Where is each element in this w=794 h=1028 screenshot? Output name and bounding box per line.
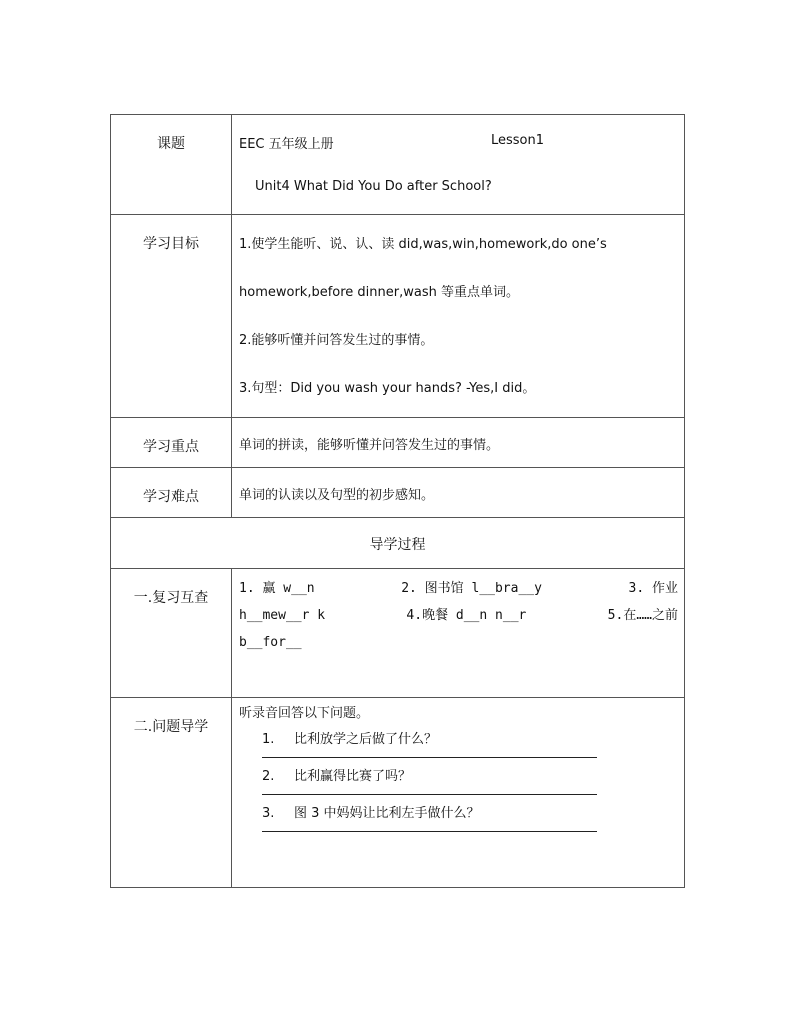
review-item: 1. 赢 w__n: [239, 581, 315, 596]
difficulty-text: 单词的认读以及句型的初步感知。: [239, 488, 435, 503]
focus-row: [111, 418, 685, 468]
goals-label-cell: [111, 215, 232, 418]
review-item: h__mew__r k: [239, 608, 326, 623]
review-row: [111, 569, 685, 698]
goals-content-cell: [232, 215, 685, 418]
question-text: 比利赢得比赛了吗？: [294, 769, 412, 784]
questions-label-cell: [111, 698, 232, 888]
topic-label-cell: [111, 115, 232, 215]
review-item: 2. 图书馆 l__bra__y: [401, 581, 542, 596]
goal-line-1: 1.使学生能听、说、认、读 did,was,win,homework,do one’s: [239, 237, 607, 252]
review-label: 一.复习互查: [133, 590, 209, 606]
review-row-3: [239, 629, 678, 656]
review-row-1: [239, 575, 678, 602]
review-exercise: [232, 569, 684, 656]
review-item: b__for__: [239, 635, 302, 650]
unit-title: Unit4 What Did You Do after School?: [255, 179, 492, 194]
difficulty-row: [111, 468, 685, 518]
goals-label: 学习目标: [143, 236, 199, 252]
process-title: 导学过程: [369, 537, 426, 553]
difficulty-content-cell: [232, 468, 685, 518]
goals-row: [111, 215, 685, 418]
question-number: 2.: [262, 769, 275, 784]
focus-label-cell: [111, 418, 232, 468]
process-title-cell: [111, 518, 685, 569]
difficulty-label-cell: [111, 468, 232, 518]
topic-content-cell: [232, 115, 685, 215]
topic-row: [111, 115, 685, 215]
answer-blank-line[interactable]: [262, 784, 597, 795]
lesson-number: Lesson1: [491, 133, 545, 148]
questions-intro: 听录音回答以下问题。: [239, 706, 370, 721]
answer-blank-line[interactable]: [262, 747, 597, 758]
question-number: 1.: [262, 732, 275, 747]
goal-line-4: 3.句型：Did you wash your hands? -Yes,I did。: [239, 381, 536, 396]
questions-content-cell: [232, 698, 685, 888]
review-label-cell: [111, 569, 232, 698]
question-text: 图 3 中妈妈让比利左手做什么？: [294, 806, 480, 821]
goal-line-2: homework,before dinner,wash 等重点单词。: [239, 285, 519, 300]
questions-row: [111, 698, 685, 888]
answer-blank-line[interactable]: [262, 821, 597, 832]
focus-content-cell: [232, 418, 685, 468]
process-row: [111, 518, 685, 569]
questions-label: 二.问题导学: [133, 719, 209, 735]
question-text: 比利放学之后做了什么？: [294, 732, 438, 747]
focus-text: 单词的拼读，能够听懂并问答发生过的事情。: [239, 438, 500, 453]
review-item: 5.在……之前: [607, 608, 678, 623]
focus-label: 学习重点: [143, 439, 199, 455]
course-name: EEC 五年级上册: [239, 137, 334, 152]
review-item: 3. 作业: [628, 581, 678, 596]
difficulty-label: 学习难点: [143, 489, 199, 505]
question-item: [232, 728, 684, 747]
course-title-line: [232, 115, 684, 153]
question-item: [232, 765, 684, 784]
review-item: 4.晚餐 d__n n__r: [406, 608, 527, 623]
review-row-2: [239, 602, 678, 629]
question-item: [232, 802, 684, 821]
question-number: 3.: [262, 806, 275, 821]
review-content-cell: [232, 569, 685, 698]
lesson-plan-table: [110, 114, 685, 888]
lesson-plan-sheet: [110, 114, 685, 895]
topic-label: 课题: [157, 136, 185, 152]
goal-line-3: 2.能够听懂并问答发生过的事情。: [239, 333, 434, 348]
